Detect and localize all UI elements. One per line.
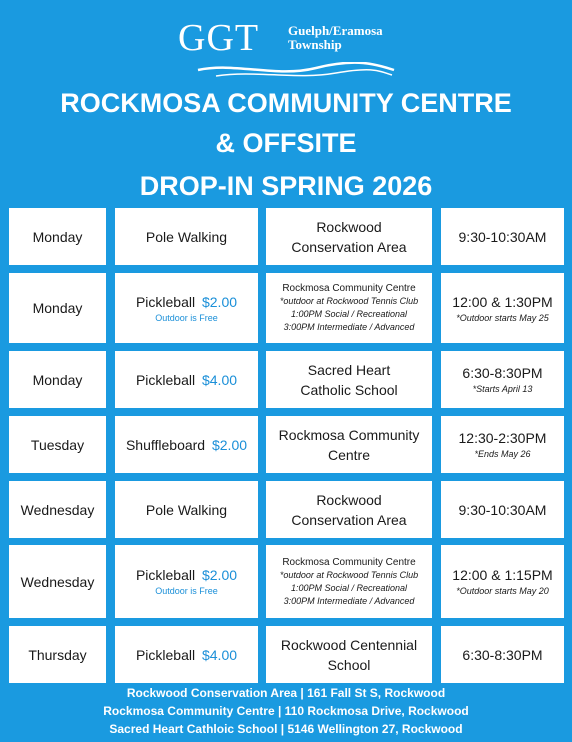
schedule-activity-cell — [115, 208, 258, 265]
schedule-activity-cell — [115, 351, 258, 408]
activity-line — [136, 647, 237, 663]
location-line: Catholic School — [300, 381, 398, 398]
schedule-time-cell — [441, 273, 564, 343]
location-line: *outdoor at Rockwood Tennis Club — [279, 569, 419, 580]
schedule-time-cell — [441, 351, 564, 408]
schedule-activity-cell — [115, 481, 258, 538]
activity-line — [136, 294, 237, 310]
footer-address-3: Sacred Heart Cathloic School | 5146 Wellington 27, Rockwood — [109, 722, 463, 736]
activity-name: Pickleball — [135, 567, 196, 583]
time-note: *Ends May 26 — [474, 449, 531, 459]
time-note: *Outdoor starts May 25 — [456, 312, 549, 323]
schedule-location-cell — [266, 545, 432, 618]
activity-name: Pole Walking — [145, 501, 228, 518]
time-value: 9:30-10:30AM — [458, 228, 547, 245]
page-title-line2: & OFFSITE — [215, 128, 357, 158]
time-value: 12:00 & 1:30PM — [452, 293, 553, 310]
location-line: Sacred Heart — [307, 361, 391, 378]
time-value: 12:30-2:30PM — [458, 430, 547, 446]
schedule-location-cell — [266, 273, 432, 343]
location-line: *outdoor at Rockwood Tennis Club — [279, 296, 419, 306]
location-line: Rockwood — [316, 491, 382, 508]
schedule-day-cell: Monday — [9, 351, 106, 408]
schedule-day-cell: Wednesday — [9, 481, 106, 538]
activity-line — [126, 437, 247, 453]
time-value: 12:00 & 1:15PM — [452, 567, 553, 583]
location-line: 3:00PM Intermediate / Advanced — [283, 595, 415, 606]
schedule-activity-cell — [115, 626, 258, 683]
activity-price: $2.00 — [201, 567, 238, 583]
schedule-day-cell: Monday — [9, 208, 106, 265]
schedule-day-cell: Monday — [9, 273, 106, 343]
schedule-time-cell — [441, 208, 564, 265]
activity-line — [146, 502, 227, 518]
location-line: 3:00PM Intermediate / Advanced — [283, 322, 415, 332]
logo-wave-icon — [196, 62, 396, 80]
time-value: 9:30-10:30AM — [458, 501, 547, 518]
location-line: Rockmosa Community — [278, 426, 420, 443]
schedule-day-cell: Wednesday — [9, 545, 106, 618]
activity-line — [136, 372, 237, 388]
activity-name: Pickleball — [135, 293, 196, 310]
schedule-time-cell — [441, 481, 564, 538]
activity-name: Pickleball — [135, 646, 196, 663]
location-line: 1:00PM Social / Recreational — [290, 309, 408, 319]
time-value: 6:30-8:30PM — [462, 646, 543, 663]
time-note: *Outdoor starts May 20 — [456, 586, 549, 596]
location-line: Conservation Area — [291, 238, 407, 255]
schedule-day-cell: Tuesday — [9, 416, 106, 473]
activity-note: Outdoor is Free — [155, 312, 218, 323]
schedule-time-cell — [441, 545, 564, 618]
schedule-location-cell — [266, 416, 432, 473]
location-line: 1:00PM Social / Recreational — [290, 582, 408, 593]
schedule-location-cell — [266, 208, 432, 265]
footer-address-2: Rockmosa Community Centre | 110 Rockmosa Drive, Rockwood — [103, 704, 469, 718]
location-line: School — [327, 656, 371, 673]
schedule-activity-cell — [115, 545, 258, 618]
location-line: Rockwood Centennial — [280, 636, 418, 653]
footer-address-1: Rockwood Conservation Area | 161 Fall St S, Rockwood — [126, 686, 446, 700]
activity-line — [136, 567, 237, 583]
schedule-activity-cell — [115, 273, 258, 343]
activity-name: Pickleball — [135, 371, 196, 388]
schedule-day-cell: Thursday — [9, 626, 106, 683]
location-line: Conservation Area — [291, 511, 407, 528]
schedule-location-cell — [266, 626, 432, 683]
location-line: Rockmosa Community Centre — [282, 283, 416, 294]
location-line: Rockwood — [316, 218, 382, 235]
schedule-time-cell — [441, 416, 564, 473]
schedule-location-cell — [266, 351, 432, 408]
logo-name-line1: Guelph/Eramosa — [288, 23, 383, 38]
time-note: *Starts April 13 — [472, 384, 533, 394]
township-logo — [178, 18, 398, 80]
activity-price: $2.00 — [211, 436, 248, 453]
page-title-line3: DROP-IN SPRING 2026 — [139, 171, 433, 201]
schedule-time-cell — [441, 626, 564, 683]
location-line: Centre — [327, 446, 371, 463]
logo-name — [288, 24, 383, 52]
activity-note: Outdoor is Free — [155, 586, 218, 596]
schedule-activity-cell — [115, 416, 258, 473]
location-line: Rockmosa Community Centre — [282, 556, 416, 568]
activity-price: $2.00 — [201, 293, 238, 310]
activity-price: $4.00 — [201, 371, 238, 388]
time-value: 6:30-8:30PM — [462, 365, 543, 381]
logo-name-line2: Township — [288, 37, 342, 52]
activity-line — [146, 229, 227, 245]
schedule-location-cell — [266, 481, 432, 538]
activity-name: Pole Walking — [145, 228, 228, 245]
activity-name: Shuffleboard — [125, 436, 206, 453]
activity-price: $4.00 — [201, 646, 238, 663]
page-title-line1: ROCKMOSA COMMUNITY CENTRE — [60, 88, 512, 118]
logo-mark: GGT — [178, 17, 260, 59]
